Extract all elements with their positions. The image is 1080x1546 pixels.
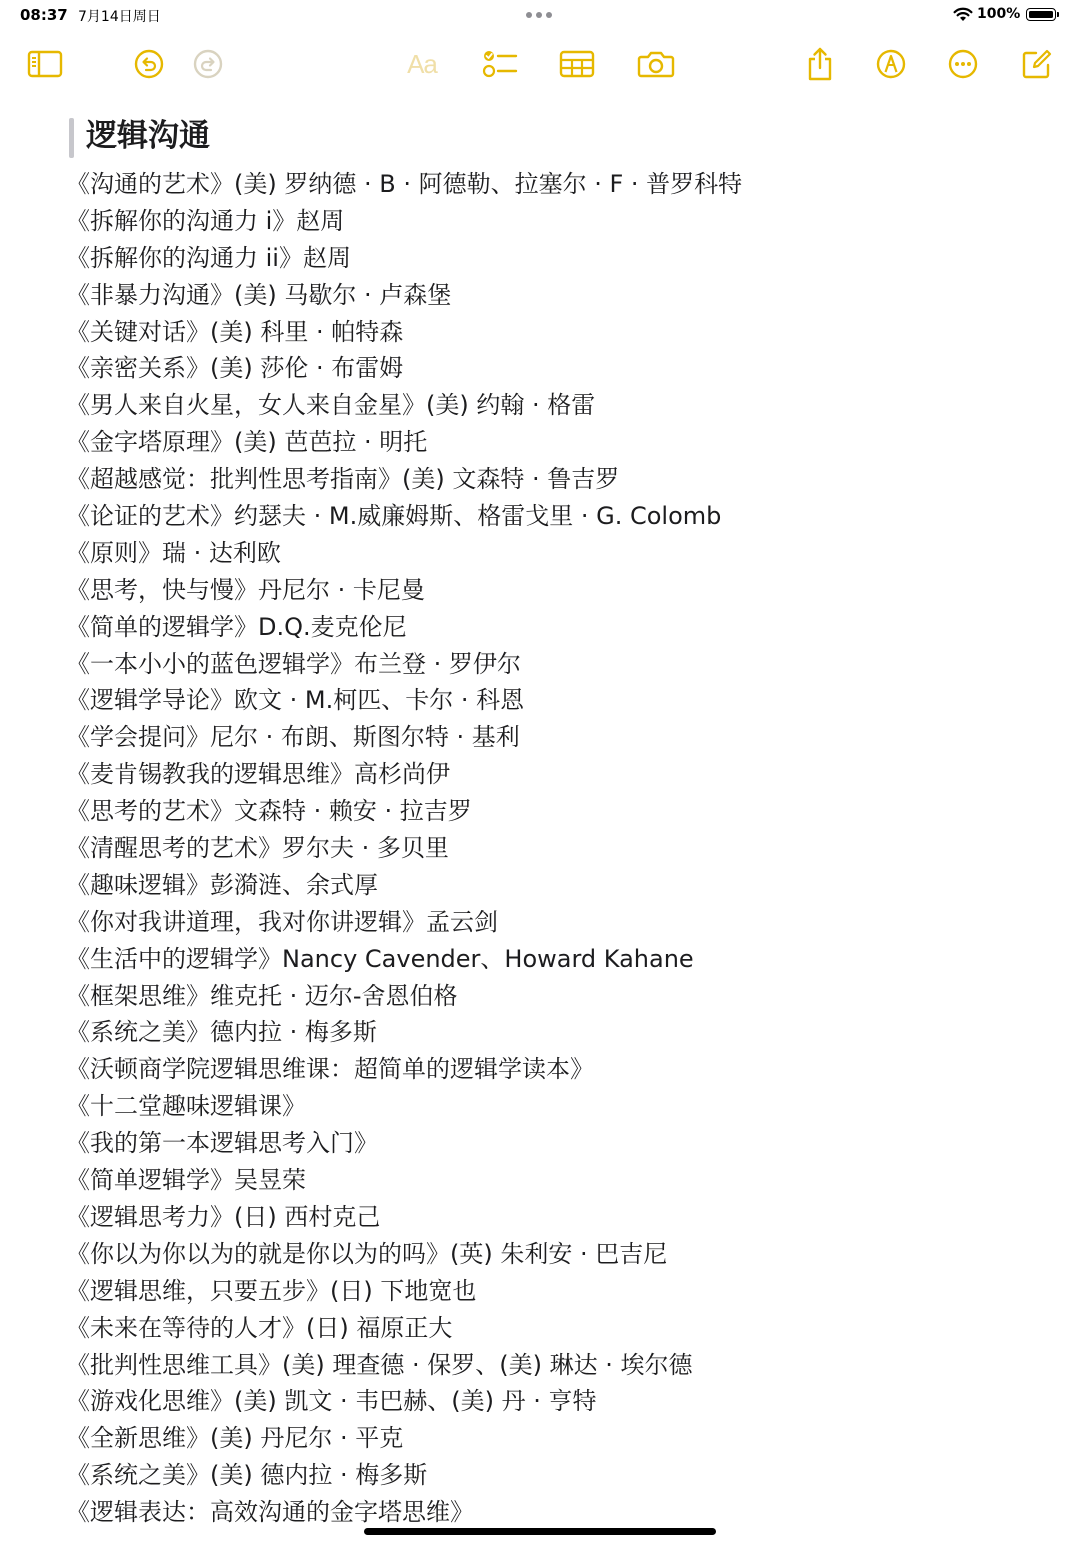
note-body[interactable] [66,110,1026,1531]
list-item: 《思考的艺术》文森特 · 赖安 · 拉吉罗 [66,797,472,826]
list-item: 《我的第一本逻辑思考入门》 [66,1129,378,1158]
list-item: 《全新思维》(美) 丹尼尔 · 平克 [66,1424,404,1453]
list-item: 《沃顿商学院逻辑思维课：超简单的逻辑学读本》 [66,1055,594,1084]
compose-icon [1021,48,1053,80]
home-indicator[interactable] [364,1528,716,1535]
checklist-button[interactable] [480,44,520,84]
redo-button[interactable] [188,44,228,84]
checklist-icon [482,48,518,80]
markup-button[interactable] [871,44,911,84]
list-item: 《未来在等待的人才》(日) 福原正大 [66,1313,453,1342]
multitasking-dots-icon[interactable] [526,12,552,18]
table-icon [559,49,595,79]
list-item: 《金字塔原理》(美) 芭芭拉 · 明托 [66,428,428,457]
list-item: 《一本小小的蓝色逻辑学》布兰登 · 罗伊尔 [66,649,521,678]
list-item: 《批判性思维工具》(美) 理查德 · 保罗、(美) 琳达 · 埃尔德 [66,1350,693,1379]
more-icon [947,48,979,80]
list-item: 《拆解你的沟通力 i》赵周 [66,206,345,235]
list-item: 《逻辑思维，只要五步》(日) 下地宽也 [66,1276,477,1305]
more-button[interactable] [943,44,983,84]
list-item: 《清醒思考的艺术》罗尔夫 · 多贝里 [66,834,449,863]
list-item: 《简单逻辑学》吴昱荣 [66,1166,306,1195]
list-item: 《论证的艺术》约瑟夫 · M.威廉姆斯、格雷戈里 · G. Colomb [66,502,722,531]
camera-icon [637,49,675,79]
list-item: 《框架思维》维克托 · 迈尔-舍恩伯格 [66,981,458,1010]
list-item: 《逻辑思考力》(日) 西村克己 [66,1202,381,1231]
status-time: 08:37 [20,6,68,24]
list-item: 《十二堂趣味逻辑课》 [66,1092,306,1121]
book-list [66,166,1026,1531]
list-item: 《超越感觉：批判性思考指南》(美) 文森特 · 鲁吉罗 [66,465,620,494]
sidebar-icon [27,49,63,79]
list-item: 《逻辑学导论》欧文 · M.柯匹、卡尔 · 科恩 [66,686,525,715]
list-item: 《沟通的艺术》(美) 罗纳德 · B · 阿德勒、拉塞尔 · F · 普罗科特 [66,170,743,198]
list-item: 《简单的逻辑学》D.Q.麦克伦尼 [66,612,407,641]
heading-block-indicator [69,118,74,158]
list-item: 《游戏化思维》(美) 凯文 · 韦巴赫、(美) 丹 · 亨特 [66,1387,597,1416]
list-item: 《男人来自火星，女人来自金星》(美) 约翰 · 格雷 [66,391,596,420]
list-item: 《生活中的逻辑学》Nancy Cavender、Howard Kahane [66,944,694,973]
note-heading [66,110,1026,166]
list-item: 《趣味逻辑》彭漪涟、余式厚 [66,870,378,899]
camera-button[interactable] [636,44,676,84]
list-item: 《思考，快与慢》丹尼尔 · 卡尼曼 [66,575,425,604]
list-item: 《亲密关系》(美) 莎伦 · 布雷姆 [66,354,404,383]
list-item: 《麦肯锡教我的逻辑思维》高杉尚伊 [66,760,450,789]
battery-icon [1026,8,1056,21]
list-item: 《你以为你以为的就是你以为的吗》(英) 朱利安 · 巴吉尼 [66,1239,668,1268]
redo-icon [192,48,224,80]
share-button[interactable] [800,44,840,84]
sidebar-toggle-button[interactable] [25,44,65,84]
status-bar [0,0,1080,30]
list-item: 《系统之美》德内拉 · 梅多斯 [66,1018,377,1047]
list-item: 《系统之美》(美) 德内拉 · 梅多斯 [66,1461,428,1490]
list-item: 《关键对话》(美) 科里 · 帕特森 [66,317,404,346]
battery-percentage: 100% [977,6,1021,22]
list-item: 《你对我讲道理，我对你讲逻辑》孟云剑 [66,907,498,936]
table-button[interactable] [557,44,597,84]
format-button[interactable] [402,44,442,84]
list-item: 《非暴力沟通》(美) 马歇尔 · 卢森堡 [66,280,452,309]
markup-icon [875,48,907,80]
compose-button[interactable] [1017,44,1057,84]
list-item: 《原则》瑞 · 达利欧 [66,538,281,567]
status-date: 7月14日周日 [78,9,161,25]
list-item: 《拆解你的沟通力 ii》赵周 [66,243,351,272]
undo-button[interactable] [129,44,169,84]
format-icon: Aa [407,48,437,79]
list-item: 《逻辑表达：高效沟通的金字塔思维》 [66,1498,474,1527]
wifi-icon [953,7,973,22]
share-icon [805,46,835,82]
list-item: 《学会提问》尼尔 · 布朗、斯图尔特 · 基利 [66,723,520,752]
note-heading-text: 逻辑沟通 [86,118,210,154]
undo-icon [133,48,165,80]
